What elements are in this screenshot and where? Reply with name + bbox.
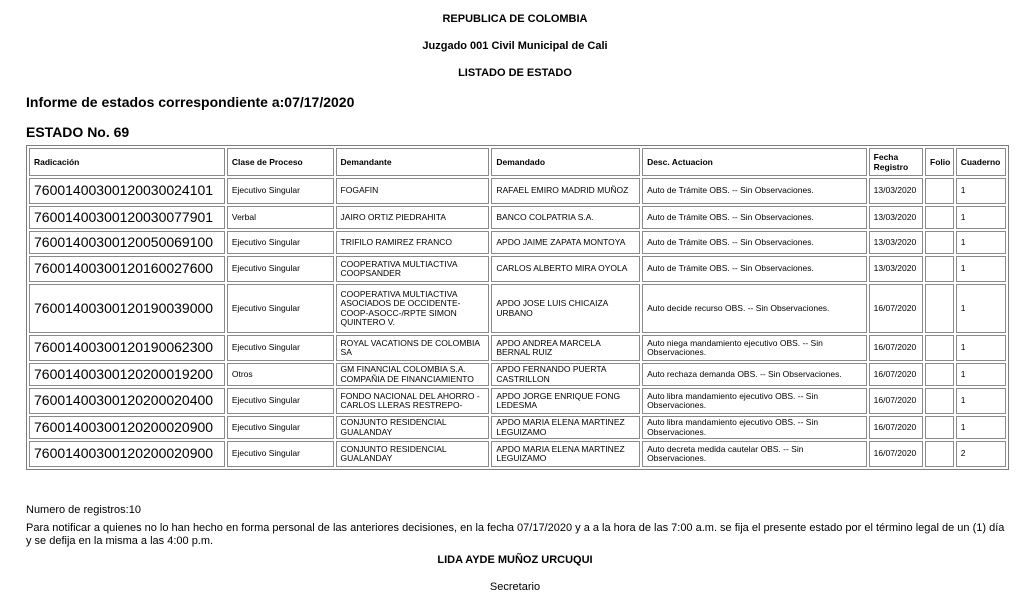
table-header-row [29,148,1006,176]
col-demandado: Demandado [491,148,640,176]
cell-fecha-registro: 16/07/2020 [869,363,923,386]
cell-clase-proceso: Ejecutivo Singular [227,178,334,204]
cell-desc-actuacion: Auto decide recurso OBS. -- Sin Observaciones. [642,284,867,333]
cell-cuaderno: 1 [956,335,1006,361]
cell-folio [925,416,954,439]
cell-desc-actuacion: Auto libra mandamiento ejecutivo OBS. -- Sin Observaciones. [642,388,867,414]
col-demandante: Demandante [336,148,490,176]
cell-folio [925,388,954,414]
cell-fecha-registro: 16/07/2020 [869,388,923,414]
col-desc-actuacion: Desc. Actuacion [642,148,867,176]
cell-demandado: APDO JORGE ENRIQUE FONG LEDESMA [491,388,640,414]
cell-fecha-registro: 16/07/2020 [869,416,923,439]
cell-radicacion: 76001400300120190039000 [29,284,225,333]
cell-demandante: ROYAL VACATIONS DE COLOMBIA SA [336,335,490,361]
cell-desc-actuacion: Auto rechaza demanda OBS. -- Sin Observaciones. [642,363,867,386]
table-row [29,284,1006,333]
cell-radicacion: 76001400300120190062300 [29,335,225,361]
table-row [29,416,1006,439]
cell-folio [925,363,954,386]
cell-demandado: APDO MARIA ELENA MARTINEZ LEGUIZAMO [491,441,640,467]
cell-folio [925,231,954,254]
cell-fecha-registro: 16/07/2020 [869,284,923,333]
cell-demandante: GM FINANCIAL COLOMBIA S.A. COMPAÑIA DE FINANCIAMIENTO [336,363,490,386]
col-clase-proceso: Clase de Proceso [227,148,334,176]
cell-clase-proceso: Verbal [227,206,334,229]
cell-radicacion: 76001400300120200019200 [29,363,225,386]
cell-radicacion: 76001400300120030077901 [29,206,225,229]
cell-demandante: FOGAFIN [336,178,490,204]
cell-cuaderno: 2 [956,441,1006,467]
cell-cuaderno: 1 [956,256,1006,282]
table-row [29,178,1006,204]
cell-demandante: JAIRO ORTIZ PIEDRAHITA [336,206,490,229]
cell-fecha-registro: 16/07/2020 [869,335,923,361]
cell-demandado: APDO FERNANDO PUERTA CASTRILLON [491,363,640,386]
estado-number: ESTADO No. 69 [26,124,130,140]
cell-desc-actuacion: Auto libra mandamiento ejecutivo OBS. -- Sin Observaciones. [642,416,867,439]
table-row [29,206,1006,229]
cell-fecha-registro: 13/03/2020 [869,206,923,229]
cell-demandante: CONJUNTO RESIDENCIAL GUALANDAY [336,441,490,467]
col-cuaderno: Cuaderno [956,148,1006,176]
header-listado: LISTADO DE ESTADO [458,67,572,79]
cell-cuaderno: 1 [956,206,1006,229]
cell-demandante: COOPERATIVA MULTIACTIVA ASOCIADOS DE OCCIDENTE-COOP-ASOCC-/RPTE SIMON QUINTERO V. [336,284,490,333]
cell-folio [925,256,954,282]
cell-desc-actuacion: Auto de Trámite OBS. -- Sin Observaciones. [642,231,867,254]
cell-demandado: APDO ANDREA MARCELA BERNAL RUIZ [491,335,640,361]
cell-radicacion: 76001400300120050069100 [29,231,225,254]
cell-demandado: CARLOS ALBERTO MIRA OYOLA [491,256,640,282]
col-radicacion: Radicación [29,148,225,176]
cell-radicacion: 76001400300120030024101 [29,178,225,204]
cell-demandado: APDO JOSE LUIS CHICAIZA URBANO [491,284,640,333]
cell-folio [925,206,954,229]
estados-table [26,145,1009,470]
informe-title: Informe de estados correspondiente a:07/17/2020 [26,94,355,110]
cell-demandado: APDO JAIME ZAPATA MONTOYA [491,231,640,254]
cell-clase-proceso: Ejecutivo Singular [227,335,334,361]
cell-folio [925,335,954,361]
cell-clase-proceso: Ejecutivo Singular [227,441,334,467]
cell-cuaderno: 1 [956,416,1006,439]
table-row [29,363,1006,386]
cell-folio [925,284,954,333]
table-row [29,256,1006,282]
table-row [29,335,1006,361]
record-count: Numero de registros:10 [26,504,141,516]
cell-radicacion: 76001400300120200020400 [29,388,225,414]
cell-clase-proceso: Ejecutivo Singular [227,388,334,414]
cell-clase-proceso: Ejecutivo Singular [227,231,334,254]
notification-text: Para notificar a quienes no lo han hecho en forma personal de las anteriores decisiones, en la fecha 07/17/2020 y a a la hora de las 7:00 a.m. se fija el presente estado por el término legal de un (1) día y se defija en la misma a las 4:00 p.m. [26,522,1005,547]
cell-desc-actuacion: Auto decreta medida cautelar OBS. -- Sin Observaciones. [642,441,867,467]
cell-demandado: RAFAEL EMIRO MADRID MUÑOZ [491,178,640,204]
cell-desc-actuacion: Auto de Trámite OBS. -- Sin Observaciones. [642,178,867,204]
table-row [29,231,1006,254]
cell-demandante: TRIFILO RAMIREZ FRANCO [336,231,490,254]
cell-demandante: COOPERATIVA MULTIACTIVA COOPSANDER [336,256,490,282]
cell-cuaderno: 1 [956,284,1006,333]
cell-cuaderno: 1 [956,178,1006,204]
cell-demandante: FONDO NACIONAL DEL AHORRO -CARLOS LLERAS RESTREPO- [336,388,490,414]
cell-fecha-registro: 16/07/2020 [869,441,923,467]
cell-desc-actuacion: Auto de Trámite OBS. -- Sin Observaciones. [642,256,867,282]
cell-desc-actuacion: Auto niega mandamiento ejecutivo OBS. -- Sin Observaciones. [642,335,867,361]
cell-folio [925,441,954,467]
table-row [29,441,1006,467]
cell-fecha-registro: 13/03/2020 [869,178,923,204]
cell-cuaderno: 1 [956,388,1006,414]
cell-demandado: BANCO COLPATRIA S.A. [491,206,640,229]
cell-cuaderno: 1 [956,363,1006,386]
signatory-title: Secretario [489,581,541,593]
cell-cuaderno: 1 [956,231,1006,254]
signatory-name: LIDA AYDE MUÑOZ URCUQUI [437,554,593,566]
cell-demandante: CONJUNTO RESIDENCIAL GUALANDAY [336,416,490,439]
cell-desc-actuacion: Auto de Trámite OBS. -- Sin Observaciones. [642,206,867,229]
cell-demandado: APDO MARIA ELENA MARTINEZ LEGUIZAMO [491,416,640,439]
col-folio: Folio [925,148,954,176]
cell-clase-proceso: Ejecutivo Singular [227,256,334,282]
cell-fecha-registro: 13/03/2020 [869,231,923,254]
cell-clase-proceso: Otros [227,363,334,386]
header-republica: REPUBLICA DE COLOMBIA [442,13,588,25]
cell-radicacion: 76001400300120200020900 [29,416,225,439]
cell-clase-proceso: Ejecutivo Singular [227,284,334,333]
table-row [29,388,1006,414]
col-fecha-registro: Fecha Registro [869,148,923,176]
cell-radicacion: 76001400300120160027600 [29,256,225,282]
cell-clase-proceso: Ejecutivo Singular [227,416,334,439]
cell-fecha-registro: 13/03/2020 [869,256,923,282]
cell-folio [925,178,954,204]
header-juzgado: Juzgado 001 Civil Municipal de Cali [422,40,608,52]
cell-radicacion: 76001400300120200020900 [29,441,225,467]
